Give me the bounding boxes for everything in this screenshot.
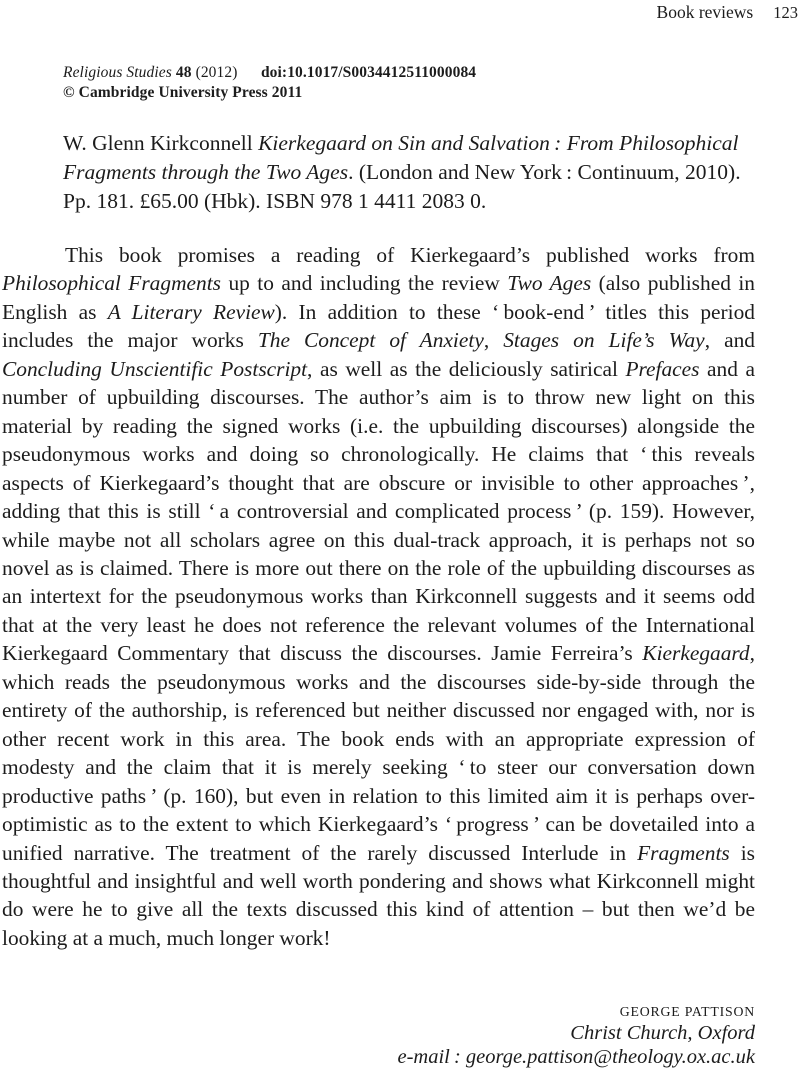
running-head-section-title: Book reviews <box>656 2 754 22</box>
text-segment: Kierkegaard on Sin and Salvation : From Philosophical Fragments through the Two Ages <box>63 131 739 184</box>
text-segment: W. Glenn Kirkconnell <box>63 131 259 155</box>
text-segment: up to and including the review <box>220 271 508 296</box>
text-segment: Kierkegaard <box>642 641 750 666</box>
reviewer-affiliation: Christ Church, Oxford <box>570 1022 755 1044</box>
text-segment: Religious Studies <box>63 64 172 81</box>
running-head <box>657 1 798 24</box>
reviewer-signature <box>2 1002 755 1069</box>
text-segment: © Cambridge University Press 2011 <box>63 83 303 101</box>
text-segment: , as well as the deliciously satirical <box>307 356 626 381</box>
text-segment: Prefaces <box>625 356 700 381</box>
text-segment: This book promises a reading of Kierkegaard’s published works from <box>65 243 755 267</box>
text-segment: Philosophical Fragments <box>2 271 221 296</box>
text-segment: The Concept of Anxiety <box>257 328 484 353</box>
review-body-paragraph <box>2 241 755 952</box>
text-segment: doi:10.1017/S0034412511000084 <box>260 64 477 81</box>
reviewer-email: e-mail : george.pattison@theology.ox.ac.uk <box>397 1046 755 1068</box>
text-segment: 48 <box>175 64 192 81</box>
text-segment: , which reads the pseudonymous works and the discourses side-by-side through the entirety of the authorship, is referenced but neither discussed nor engaged with, nor is other recent work in this area. The book ends with an appropriate expression of modesty and the claim that it is merely seeking ‘ to steer our conversation down productive paths ’ (p. 160), but even in relation to this limited aim it is perhaps over-optimistic as to the extent to which Kierkegaard’s ‘ progress ’ can be dovetailed into a unified narrative. The treatment of the rarely discussed Interlude in <box>2 641 755 865</box>
journal-citation <box>63 63 476 102</box>
page-number: 123 <box>773 3 798 22</box>
text-segment: Concluding Unscientific Postscript <box>2 356 308 381</box>
reviewer-name: GEORGE PATTISON <box>619 1004 755 1019</box>
text-segment: (also published in English as <box>2 271 755 324</box>
text-segment: , <box>483 328 504 353</box>
text-segment: A Literary Review <box>107 299 275 324</box>
text-segment: . (London and New York : Continuum, 2010). Pp. 181. £65.00 (Hbk). ISBN 978 1 4411 2083 0. <box>63 159 741 213</box>
book-citation <box>63 129 756 215</box>
copyright-line <box>63 83 476 103</box>
text-segment: is thoughtful and insightful and well worth pondering and shows what Kirkconnell might do were he to give all the texts discussed this kind of attention – but then we’d be looking at a much, much longer work! <box>2 840 755 950</box>
text-segment: Stages on Life’s Way <box>503 328 705 353</box>
text-segment: and a number of upbuilding discourses. The author’s aim is to throw new light on this material by reading the signed works (i.e. the upbuilding discourses) alongside the pseudonymous works and doing so chronologically. He claims that ‘ this reveals aspects of Kierkegaard’s thought that are obscure or invisible to other approaches ’, adding that this is still ‘ a controversial and complicated process ’ (p. 159). However, while maybe not all scholars agree on this dual-track approach, it is perhaps not so novel as is claimed. There is more out there on the role of the upbuilding discourses as an intertext for the pseudonymous works than Kirkconnell suggests and it seems odd that at the very least he does not reference the relevant volumes of the International Kierkegaard Commentary that discuss the discourses. Jamie Ferreira’s <box>2 356 755 666</box>
text-segment: Two Ages <box>507 271 592 296</box>
text-segment: Fragments <box>637 840 730 865</box>
text-segment: , and <box>704 328 755 353</box>
journal-citation-line <box>63 63 476 83</box>
text-segment: ). In addition to these ‘ book-end ’ titles this period includes the major works <box>2 299 755 353</box>
text-segment: (2012) <box>191 64 261 81</box>
